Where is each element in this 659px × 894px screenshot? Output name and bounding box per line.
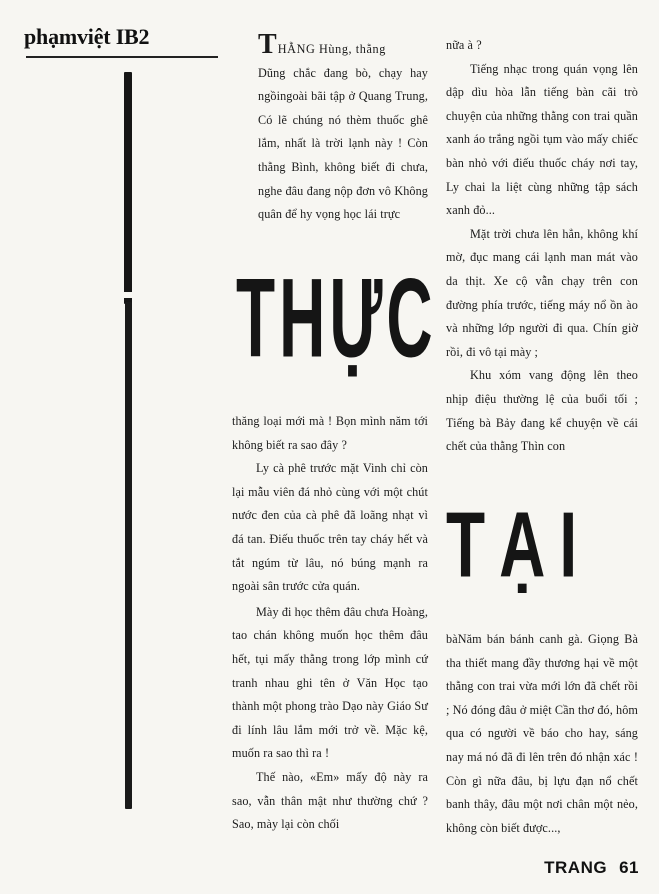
headline-word-thuc: THỰC	[236, 255, 437, 381]
col2-paragraph-5: bàNăm bán bánh canh gà. Giọng Bà tha thiết mang đầy thương hại về một thằng con trai vừa mới lớn đã chết rồi ; Nó đóng đâu ở miệt Cần thơ đó, hôm qua có người về báo cho hay, sáng nay má nó đã đi lên trên đó nhận xác ! Còn gì nữa đâu, bị lựu đạn nổ chết banh thây, đâu một nơi chân một nẻo, không còn biết được...,	[446, 632, 638, 835]
col2-paragraph-2: Tiếng nhạc trong quán vọng lên dập dìu hòa lẫn tiếng bàn cãi trò chuyện của những thằng con trai quần xanh áo trắng ngồi tụm vào mấy chiếc bàn nhỏ với điếu thuốc cháy nơi tay, Ly chai la liệt cùng những tập sách xanh đỏ...	[446, 61, 638, 218]
col1-paragraph-1: Dũng chắc đang bò, chạy hay ngồingoài bãi tập ở Quang Trung, Có lẽ chúng nó thèm thuốc ghê lắm, nhất là trời lạnh này ! Còn thằng Bình, không biết đi chưa, nghe đâu đang nộp đơn vô Không quân để hy vọng học lái trực	[258, 65, 428, 222]
drop-cap: T	[258, 29, 277, 60]
column-2-top	[446, 34, 638, 459]
page-footer	[544, 858, 639, 878]
col1-paragraph-3: Ly cà phê trước mặt Vinh chỉ còn lại mẫu viên đá nhỏ cùng với một chút nước đen của cà phê đã loãng nhạt vì đá tan. Điếu thuốc trên tay cháy hết và tắt ngúm từ lâu, nó búng mạnh ra ngoài sân trước cửa quán.	[232, 461, 428, 594]
vertical-rule-top	[124, 72, 132, 304]
vertical-rule-gap	[124, 292, 132, 298]
lead-line	[258, 29, 428, 62]
col1-paragraph-2: thăng loại mới mà ! Bọn mình năm tới không biết ra sao đây ?	[232, 414, 428, 452]
col2-paragraph-1: nữa à ?	[446, 38, 482, 52]
column-2-bottom	[446, 628, 638, 840]
column-1-top	[258, 29, 428, 227]
col1-paragraph-4: Mày đi học thêm đâu chưa Hoàng, tao chán không muốn học thêm đâu hết, tụi mấy thằng trong lớp mình cứ tranh nhau ghi tên ở Văn Học tạo thành một phong trào Dạo này Giáo Sư đi lính lâu lắm mới trở về. Mặc kệ, muốn ra sao thì ra !	[232, 604, 428, 761]
col2-paragraph-3: Mặt trời chưa lên hẳn, không khí mờ, đục mang cái lạnh man mát vào da thịt. Xe cộ vẫn chạy trên con đường phía trước, tiếng máy nổ ồn ào và những lớp người đi qua. Chín giờ rồi, đi vô tại mày ;	[446, 226, 638, 359]
column-1-bottom	[232, 410, 428, 837]
vertical-rule-bottom	[125, 302, 132, 809]
author-byline: phạmviệt IB2	[24, 24, 150, 49]
headline-word-tai: TẠI	[446, 492, 592, 597]
footer-label: TRANG	[544, 858, 608, 877]
col1-paragraph-5: Thế nào, «Em» mấy độ này ra sao, vẫn thân mật như thường chứ ? Sao, mày lại còn chối	[232, 769, 428, 832]
lead-line-rest: HẰNG Hùng, thằng	[277, 42, 386, 56]
page-number: 61	[619, 858, 639, 877]
byline-underline	[26, 56, 218, 58]
col2-paragraph-4: Khu xóm vang động lên theo nhịp điệu thường lệ của buổi tối ; Tiếng bà Bảy đang kể chuyện về cái chết của thằng Thìn con	[446, 368, 638, 454]
